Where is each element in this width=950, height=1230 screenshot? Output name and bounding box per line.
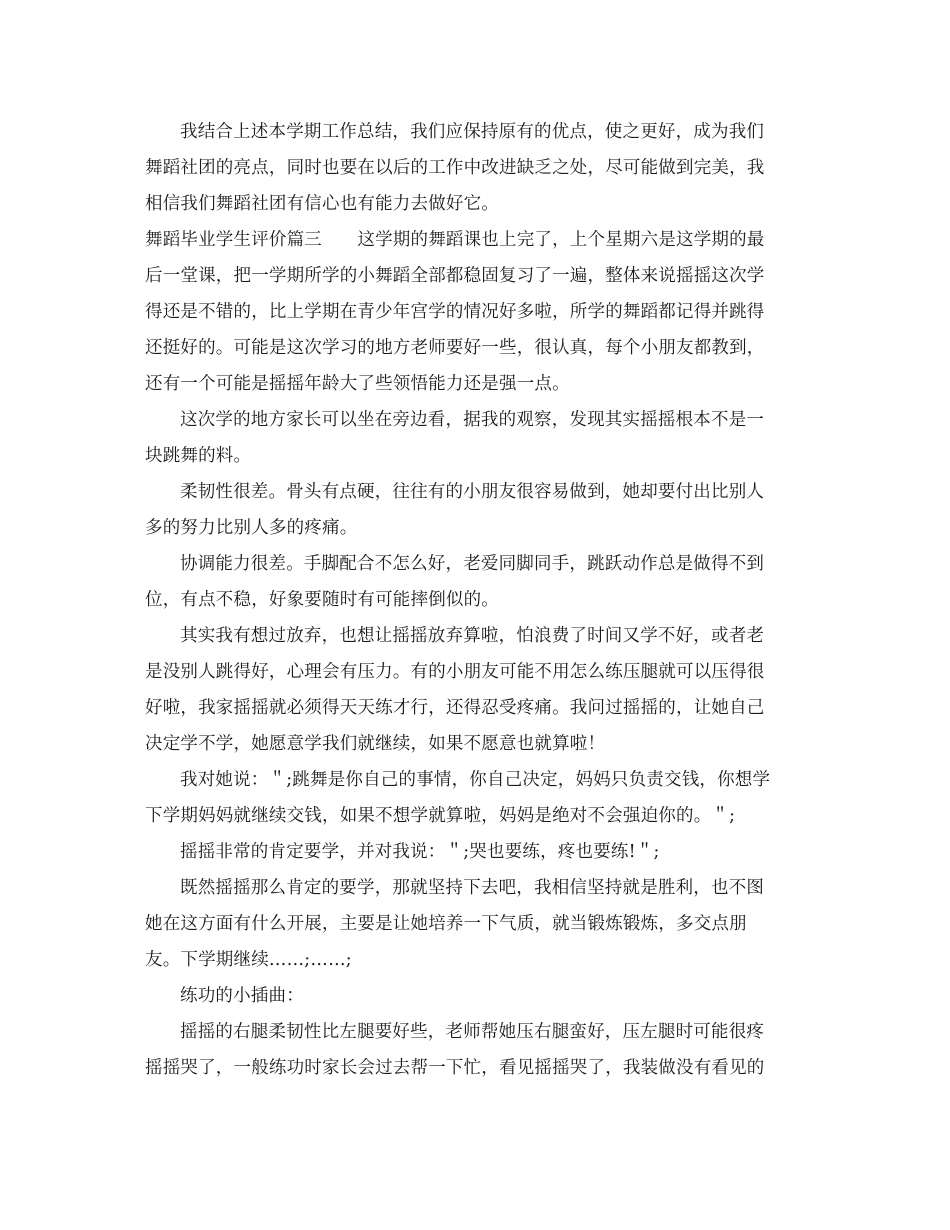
paragraph-line: 还有一个可能是摇摇年龄大了些领悟能力还是强一点。 [145,374,570,394]
paragraph-line: 块跳舞的料。 [145,446,252,466]
paragraph-line: 是没别人跳得好，心理会有压力。有的小朋友可能不用怎么练压腿就可以压得很 [145,662,765,682]
paragraph-line: 既然摇摇那么肯定的要学，那就坚持下去吧，我相信坚持就是胜利，也不图 [180,878,765,898]
paragraph-line: 还挺好的。可能是这次学习的地方老师要好一些，很认真，每个小朋友都教到， [145,338,765,358]
paragraph-line: 好啦，我家摇摇就必须得天天练才行，还得忍受疼痛。我问过摇摇的，让她自己 [145,698,765,718]
paragraph-line: 后一堂课，把一学期所学的小舞蹈全部都稳固复习了一遍，整体来说摇摇这次学 [145,266,765,286]
paragraph-line: 多的努力比别人多的疼痛。 [145,518,358,538]
paragraph-line: 练功的小插曲： [180,986,304,1006]
paragraph-line: 她在这方面有什么开展，主要是让她培养一下气质，就当锻炼锻炼，多交点朋 [145,914,747,934]
paragraph-line: 其实我有想过放弃，也想让摇摇放弃算啦，怕浪费了时间又学不好，或者老 [180,626,765,646]
paragraph-line: 得还是不错的，比上学期在青少年宫学的情况好多啦，所学的舞蹈都记得并跳得 [145,302,765,322]
paragraph-line: 舞蹈社团的亮点，同时也要在以后的工作中改进缺乏之处，尽可能做到完美，我 [145,158,765,178]
paragraph-line: 位，有点不稳，好象要随时有可能摔倒似的。 [145,590,499,610]
paragraph-line: 摇摇哭了，一般练功时家长会过去帮一下忙，看见摇摇哭了，我装做没有看见的 [145,1058,765,1078]
paragraph-line: 协调能力很差。手脚配合不怎么好，老爱同脚同手，跳跃动作总是做得不到 [180,554,765,574]
paragraph-line: 柔韧性很差。骨头有点硬，往往有的小朋友很容易做到，她却要付出比别人 [180,482,765,502]
paragraph-line: 摇摇非常的肯定要学，并对我说：＂;哭也要练，疼也要练!＂; [180,842,660,862]
paragraph-line: 下学期妈妈就继续交钱，如果不想学就算啦，妈妈是绝对不会强迫你的。＂; [145,806,736,826]
paragraph-line: 决定学不学，她愿意学我们就继续，如果不愿意也就算啦！ [145,734,606,754]
paragraph-line: 我对她说：＂;跳舞是你自己的事情，你自己决定，妈妈只负责交钱，你想学 [180,770,771,790]
section-heading-line: 舞蹈毕业学生评价篇三 这学期的舞蹈课也上完了，上个星期六是这学期的最 [145,230,765,250]
paragraph-line: 这次学的地方家长可以坐在旁边看，据我的观察，发现其实摇摇根本不是一 [180,410,765,430]
paragraph-line: 摇摇的右腿柔韧性比左腿要好些，老师帮她压右腿蛮好，压左腿时可能很疼 [180,1022,765,1042]
paragraph-line: 相信我们舞蹈社团有信心也有能力去做好它。 [145,194,499,214]
paragraph-line: 我结合上述本学期工作总结，我们应保持原有的优点，使之更好，成为我们 [180,122,765,142]
paragraph-line: 友。下学期继续……;……; [145,950,352,970]
